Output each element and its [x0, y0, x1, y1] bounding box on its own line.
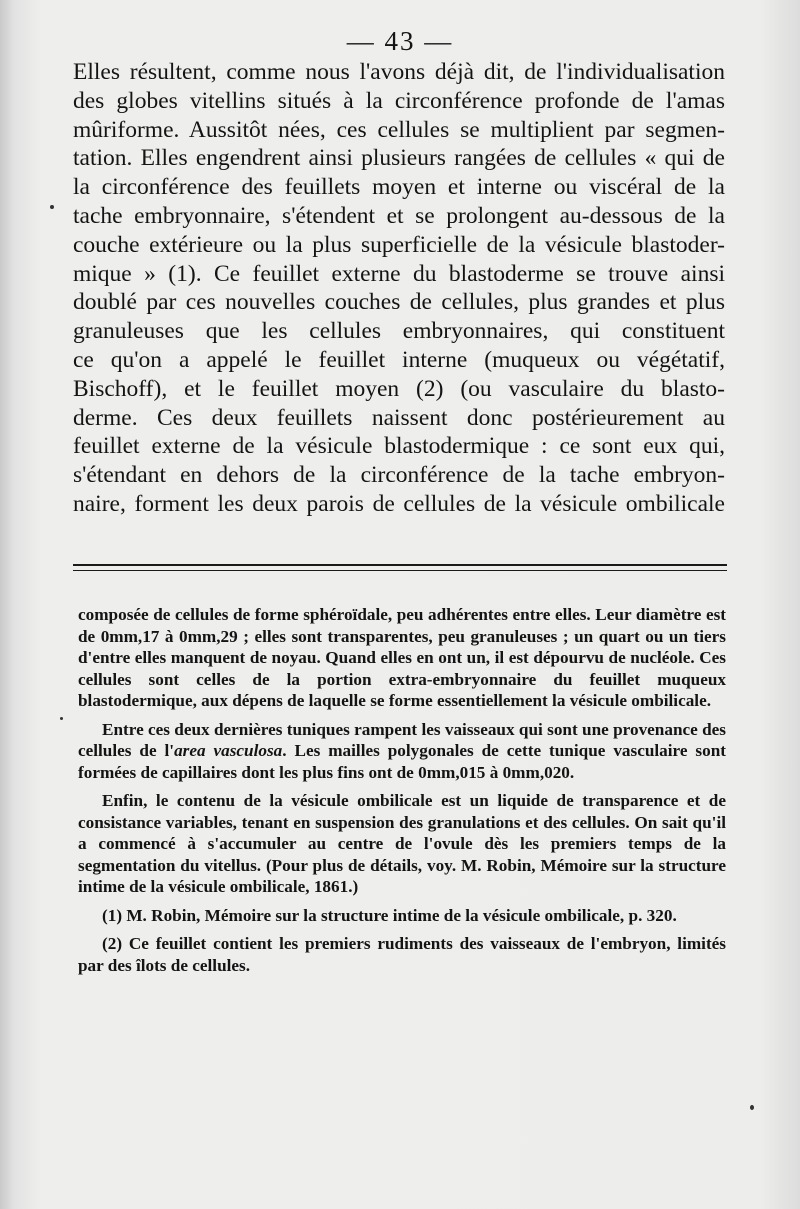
footnote-rule-thin	[73, 570, 727, 571]
main-text-line: granuleuses que les cellules embryonnaires, qui constituent	[73, 318, 725, 345]
main-text-line: s'étendant en dehors de la circonférence de la tache embryon-	[73, 462, 725, 489]
footnote-2: (2) Ce feuillet contient les premiers rudiments des vaisseaux de l'embryon, limités par des îlots de cellules.	[78, 934, 726, 975]
main-text-line: ce qu'on a appelé le feuillet interne (muqueux ou végétatif,	[73, 346, 725, 373]
main-text-line: mique » (1). Ce feuillet externe du blastoderme se trouve ainsi	[73, 260, 725, 287]
main-text-line: Elles résultent, comme nous l'avons déjà dit, de l'individualisation	[73, 59, 725, 85]
main-text-line: tache embryonnaire, s'étendent et se prolongent au-dessous de la	[73, 202, 725, 229]
main-text-line: doublé par ces nouvelles couches de cellules, plus grandes et plus	[73, 289, 725, 316]
main-text-line: des globes vitellins situés à la circonférence profonde de l'amas	[73, 87, 725, 114]
main-text	[73, 58, 725, 519]
main-text-line: la circonférence des feuillets moyen et interne ou viscéral de la	[73, 174, 725, 201]
main-text-line: mûriforme. Aussitôt nées, ces cellules se multiplient par segmen-	[73, 116, 725, 143]
footnote-text: . Les mailles polygonales de cette tunique vasculaire sont formées de capillaires dont les plus fins ont de 0mm,015 à 0mm,020.	[78, 741, 726, 782]
footnote-emphasis: area vasculosa	[174, 741, 283, 760]
main-text-line: feuillet externe de la vésicule blastodermique : ce sont eux qui,	[73, 433, 725, 460]
footnote-block	[78, 604, 726, 983]
footnote-text: Entre ces deux dernières tuniques rampent les vaisseaux qui sont une provenance des cellules de l'	[78, 719, 726, 760]
footnote-paragraph	[78, 719, 726, 784]
main-text-line: naire, forment les deux parois de cellules de la vésicule ombilicale	[73, 490, 725, 517]
ink-speck	[60, 717, 63, 720]
main-text-line: Bischoff), et le feuillet moyen (2) (ou vasculaire du blasto-	[73, 375, 725, 402]
page-number: — 43 —	[346, 26, 454, 56]
main-text-line: derme. Ces deux feuillets naissent donc postérieurement au	[73, 404, 725, 431]
ink-speck	[750, 1105, 754, 1110]
main-text-line: tation. Elles engendrent ainsi plusieurs rangées de cellules « qui de	[73, 145, 725, 172]
main-text-line: couche extérieure ou la plus superficielle de la vésicule blastoder-	[73, 231, 725, 258]
footnote-rule	[73, 564, 727, 566]
footnote-continuation: composée de cellules de forme sphéroïdale, peu adhérentes entre elles. Leur diamètre est de 0mm,17 à 0mm,29 ; elles sont transparentes, peu granuleuses ; un quart ou un tiers d'entre elles manquent de noyau. Quand elles en ont un, il est dépourvu de nucléole. Ces cellules sont celles de la portion extra-embryonnaire du feuillet muqueux blastodermique, aux dépens de laquelle se forme essentiellement la vésicule ombilicale.	[78, 605, 726, 710]
footnote-1: (1) M. Robin, Mémoire sur la structure intime de la vésicule ombilicale, p. 320.	[102, 905, 677, 925]
footnote-paragraph: Enfin, le contenu de la vésicule ombilicale est un liquide de transparence et de consistance variables, tenant en suspension des granulations et des cellules. On sait qu'il a commencé à s'accumuler au centre de l'ovule dès les premiers temps de la segmentation du vitellus. (Pour plus de détails, voy. M. Robin, Mémoire sur la structure intime de la vésicule ombilicale, 1861.)	[78, 791, 726, 896]
ink-speck	[50, 205, 54, 209]
